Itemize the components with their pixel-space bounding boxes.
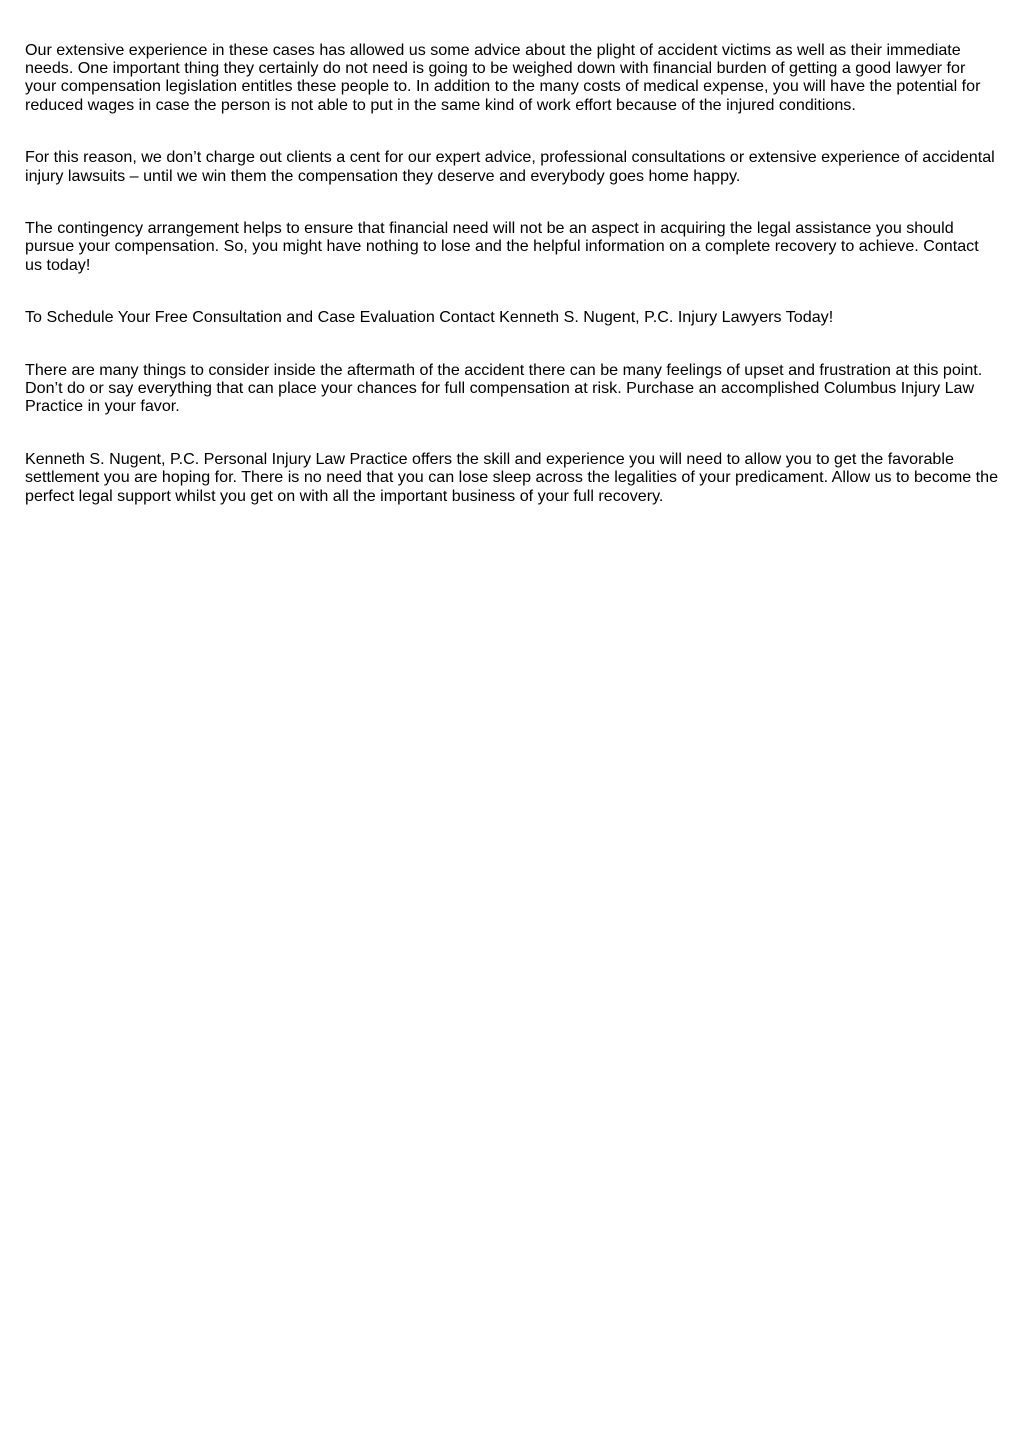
paragraph-experience: Our extensive experience in these cases has allowed us some advice about the plight of accident victims as well as their immediate needs. One important thing they certainly do not need is going to be weighed down with financial burden of getting a good lawyer for your compensation legislation entitles these people to. In addition to the many costs of medical expense, you will have the potential for reduced wages in case the person is not able to put in the same kind of work effort because of the injured conditions. <box>25 41 981 114</box>
paragraph-schedule-consultation: To Schedule Your Free Consultation and Case Evaluation Contact Kenneth S. Nugent, P.C. Injury Lawyers Today! <box>25 308 834 327</box>
paragraph-no-charge: For this reason, we don’t charge out clients a cent for our expert advice, professional consultations or extensive experience of accidental injury lawsuits – until we win them the compensation they deserve and everybody goes home happy. <box>25 148 995 185</box>
paragraph-contingency: The contingency arrangement helps to ensure that financial need will not be an aspect in acquiring the legal assistance you should pursue your compensation. So, you might have nothing to lose and the helpful information on a complete recovery to achieve. Contact us today! <box>25 219 979 274</box>
document-body <box>25 41 1000 539</box>
paragraph-law-practice: Kenneth S. Nugent, P.C. Personal Injury Law Practice offers the skill and experience you will need to allow you to get the favorable settlement you are hoping for. There is no need that you can lose sleep across the legalities of your predicament. Allow us to become the perfect legal support whilst you get on with all the important business of your full recovery. <box>25 450 999 505</box>
paragraph-aftermath: There are many things to consider inside the aftermath of the accident there can be many feelings of upset and frustration at this point. Don’t do or say everything that can place your chances for full compensation at risk. Purchase an accomplished Columbus Injury Law Practice in your favor. <box>25 361 983 416</box>
